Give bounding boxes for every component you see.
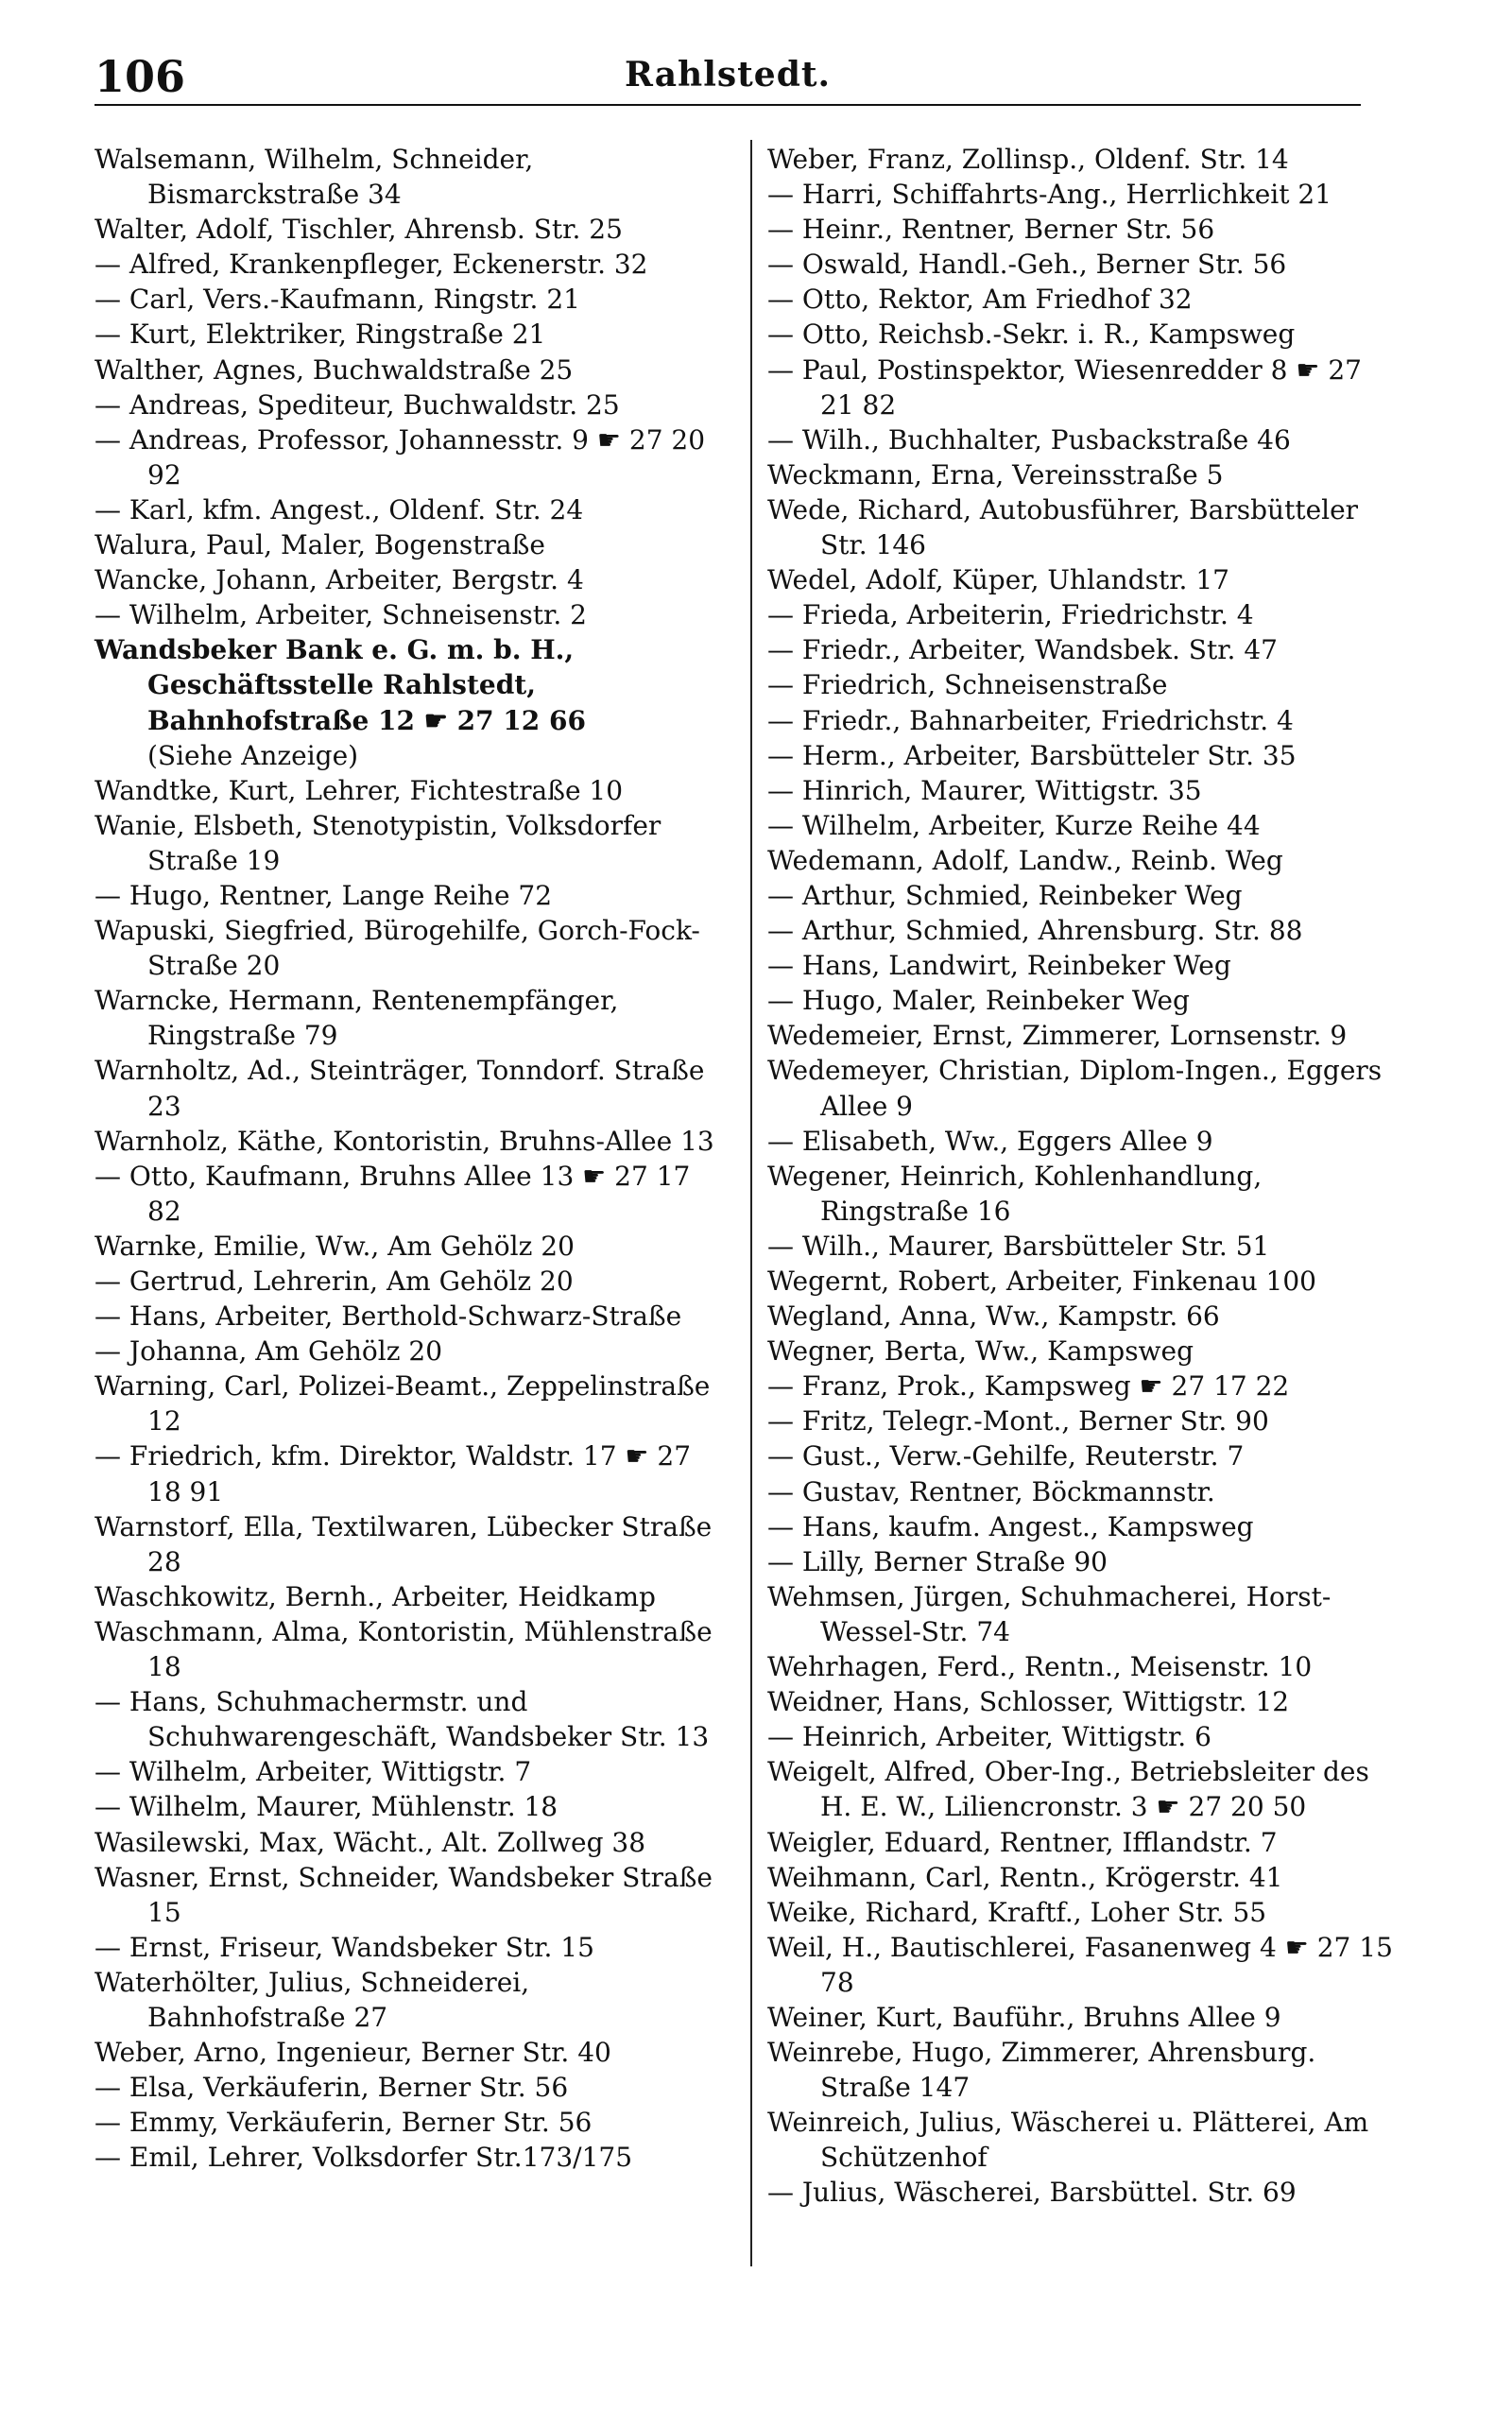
directory-entry: Wapuski, Siegfried, Bürogehilfe, Gorch-Fock-Straße 20 bbox=[94, 915, 700, 982]
directory-entry: — Paul, Postinspektor, Wiesenredder 8 ☛ 27 21 82 bbox=[767, 353, 1362, 421]
page-header bbox=[94, 47, 1361, 106]
directory-entry: — Wilh., Buchhalter, Pusbackstraße 46 bbox=[767, 423, 1291, 456]
directory-entry: Wedemann, Adolf, Landw., Reinb. Weg bbox=[767, 844, 1283, 876]
directory-entry: — Herm., Arbeiter, Barsbütteler Str. 35 bbox=[767, 739, 1297, 771]
directory-entry: Wegernt, Robert, Arbeiter, Finkenau 100 bbox=[767, 1266, 1316, 1297]
directory-entry: — Heinrich, Arbeiter, Wittigstr. 6 bbox=[767, 1721, 1211, 1753]
directory-entry: — Wilhelm, Arbeiter, Schneisenstr. 2 bbox=[94, 599, 587, 631]
directory-entry: Weckmann, Erna, Vereinsstraße 5 bbox=[767, 458, 1224, 491]
column-divider bbox=[750, 140, 752, 2266]
directory-entry: Walter, Adolf, Tischler, Ahrensb. Str. 25 bbox=[94, 214, 623, 246]
directory-entry: — Hugo, Rentner, Lange Reihe 72 bbox=[94, 879, 553, 911]
directory-entry: — Otto, Rektor, Am Friedhof 32 bbox=[767, 284, 1193, 316]
directory-entry: — Julius, Wäscherei, Barsbüttel. Str. 69 bbox=[767, 2177, 1297, 2209]
directory-entry: Warning, Carl, Polizei-Beamt., Zeppelinstraße 12 bbox=[94, 1370, 711, 1438]
directory-entry: — Elsa, Verkäuferin, Berner Str. 56 bbox=[94, 2072, 569, 2104]
directory-entry: Wegner, Berta, Ww., Kampsweg bbox=[767, 1335, 1194, 1368]
directory-entry: — Friedrich, kfm. Direktor, Waldstr. 17 ☛ 27 18 91 bbox=[94, 1440, 692, 1507]
directory-entry: — Andreas, Professor, Johannesstr. 9 ☛ 27 20 92 bbox=[94, 423, 706, 491]
directory-entry: — Lilly, Berner Straße 90 bbox=[767, 1545, 1108, 1577]
directory-entry: — Emmy, Verkäuferin, Berner Str. 56 bbox=[94, 2107, 593, 2139]
page-title: Rahlstedt. bbox=[624, 55, 832, 95]
directory-entry: — Hugo, Maler, Reinbeker Weg bbox=[767, 985, 1190, 1017]
directory-entry: — Gertrud, Lehrerin, Am Gehölz 20 bbox=[94, 1266, 574, 1297]
directory-entry: — Hans, kaufm. Angest., Kampsweg bbox=[767, 1510, 1254, 1542]
directory-entry: — Heinr., Rentner, Berner Str. 56 bbox=[767, 214, 1215, 246]
directory-entry: Wedemeier, Ernst, Zimmerer, Lornsenstr. 9 bbox=[767, 1020, 1348, 1052]
directory-entry: Weil, H., Bautischlerei, Fasanenweg 4 ☛ 27 15 78 bbox=[767, 1931, 1393, 1998]
directory-entry: — Hinrich, Maurer, Wittigstr. 35 bbox=[767, 774, 1202, 806]
directory-entry: Wedel, Adolf, Küper, Uhlandstr. 17 bbox=[767, 564, 1229, 596]
directory-entry: Wasilewski, Max, Wächt., Alt. Zollweg 38 bbox=[94, 1826, 646, 1858]
directory-entry: — Arthur, Schmied, Ahrensburg. Str. 88 bbox=[767, 915, 1303, 947]
directory-entry: — Andreas, Spediteur, Buchwaldstr. 25 bbox=[94, 388, 620, 421]
directory-entry: Wegener, Heinrich, Kohlenhandlung, Ringstraße 16 bbox=[767, 1160, 1263, 1227]
directory-entry: — Franz, Prok., Kampsweg ☛ 27 17 22 bbox=[767, 1370, 1290, 1403]
right-column bbox=[767, 142, 1396, 2211]
directory-entry: — Friedr., Bahnarbeiter, Friedrichstr. 4 bbox=[767, 704, 1294, 736]
directory-entry: Walura, Paul, Maler, Bogenstraße bbox=[94, 529, 545, 561]
directory-entry: Wehmsen, Jürgen, Schuhmacherei, Horst-Wessel-Str. 74 bbox=[767, 1580, 1332, 1647]
directory-entry: — Johanna, Am Gehölz 20 bbox=[94, 1335, 443, 1368]
directory-entry: Weiner, Kurt, Bauführ., Bruhns Allee 9 bbox=[767, 2001, 1281, 2033]
directory-entry: Wasner, Ernst, Schneider, Wandsbeker Straße 15 bbox=[94, 1861, 713, 1928]
directory-entry: — Otto, Kaufmann, Bruhns Allee 13 ☛ 27 17 82 bbox=[94, 1160, 691, 1227]
directory-entry: — Elisabeth, Ww., Eggers Allee 9 bbox=[767, 1125, 1213, 1157]
directory-entry: — Friedr., Arbeiter, Wandsbek. Str. 47 bbox=[767, 634, 1278, 666]
directory-entry: Waterhölter, Julius, Schneiderei, Bahnhofstraße 27 bbox=[94, 1966, 530, 2033]
directory-entry: Wedemeyer, Christian, Diplom-Ingen., Eggers Allee 9 bbox=[767, 1055, 1383, 1122]
directory-entry: Weike, Richard, Kraftf., Loher Str. 55 bbox=[767, 1896, 1267, 1928]
directory-entry: — Kurt, Elektriker, Ringstraße 21 bbox=[94, 319, 546, 351]
directory-entry: — Gust., Verw.-Gehilfe, Reuterstr. 7 bbox=[767, 1440, 1245, 1472]
directory-entry: Wegland, Anna, Ww., Kampstr. 66 bbox=[767, 1300, 1220, 1333]
directory-entry: Weigler, Eduard, Rentner, Ifflandstr. 7 bbox=[767, 1826, 1278, 1858]
directory-entry: Weber, Franz, Zollinsp., Oldenf. Str. 14 bbox=[767, 144, 1289, 175]
directory-entry: Walsemann, Wilhelm, Schneider, Bismarckstraße 34 bbox=[94, 144, 534, 211]
directory-entry: — Wilhelm, Maurer, Mühlenstr. 18 bbox=[94, 1791, 558, 1823]
directory-entry: Warncke, Hermann, Rentenempfänger, Ringstraße 79 bbox=[94, 985, 619, 1052]
directory-entry: Waschkowitz, Bernh., Arbeiter, Heidkamp bbox=[94, 1580, 656, 1612]
directory-entry: — Friedrich, Schneisenstraße bbox=[767, 669, 1168, 701]
directory-entry: Weinreich, Julius, Wäscherei u. Plätterei, Am Schützenhof bbox=[767, 2107, 1369, 2174]
directory-entry: — Emil, Lehrer, Volksdorfer Str.173/175 bbox=[94, 2142, 633, 2174]
directory-entry: Wehrhagen, Ferd., Rentn., Meisenstr. 10 bbox=[767, 1651, 1313, 1683]
directory-entry: — Wilhelm, Arbeiter, Wittigstr. 7 bbox=[94, 1756, 532, 1788]
directory-entry: — Wilhelm, Arbeiter, Kurze Reihe 44 bbox=[767, 809, 1261, 841]
directory-entry: Walther, Agnes, Buchwaldstraße 25 bbox=[94, 353, 574, 386]
directory-entry: — Carl, Vers.-Kaufmann, Ringstr. 21 bbox=[94, 284, 580, 316]
directory-entry: Wanie, Elsbeth, Stenotypistin, Volksdorfer Straße 19 bbox=[94, 809, 662, 876]
directory-entry: — Otto, Reichsb.-Sekr. i. R., Kampsweg bbox=[767, 319, 1296, 351]
directory-entry: Wandsbeker Bank e. G. m. b. H., Geschäftsstelle Rahlstedt, Bahnhofstraße 12 ☛ 27 12 66 bbox=[94, 634, 586, 736]
directory-entry: Warnholtz, Ad., Steinträger, Tonndorf. Straße 23 bbox=[94, 1055, 705, 1122]
directory-entry: Weinrebe, Hugo, Zimmerer, Ahrensburg. Straße 147 bbox=[767, 2037, 1316, 2104]
directory-entry: Weidner, Hans, Schlosser, Wittigstr. 12 bbox=[767, 1686, 1290, 1718]
directory-entry: — Harri, Schiffahrts-Ang., Herrlichkeit 21 bbox=[767, 179, 1332, 211]
directory-entry: Warnstorf, Ella, Textilwaren, Lübecker Straße 28 bbox=[94, 1510, 713, 1577]
left-column bbox=[94, 142, 723, 2175]
directory-entry: — Arthur, Schmied, Reinbeker Weg bbox=[767, 879, 1243, 911]
directory-entry: — Wilh., Maurer, Barsbütteler Str. 51 bbox=[767, 1230, 1270, 1262]
directory-entry: — Ernst, Friseur, Wandsbeker Str. 15 bbox=[94, 1931, 594, 1963]
directory-entry: Weihmann, Carl, Rentn., Krögerstr. 41 bbox=[767, 1861, 1283, 1893]
directory-entry: — Hans, Arbeiter, Berthold-Schwarz-Straße bbox=[94, 1300, 682, 1333]
directory-entry: — Hans, Schuhmachermstr. und Schuhwarengeschäft, Wandsbeker Str. 13 bbox=[94, 1686, 710, 1753]
directory-entry: — Gustav, Rentner, Böckmannstr. bbox=[767, 1475, 1215, 1507]
page-number: 106 bbox=[94, 51, 186, 102]
directory-entry: Weber, Arno, Ingenieur, Berner Str. 40 bbox=[94, 2037, 611, 2069]
directory-entry: — Oswald, Handl.-Geh., Berner Str. 56 bbox=[767, 249, 1287, 281]
directory-entry: — Fritz, Telegr.-Mont., Berner Str. 90 bbox=[767, 1405, 1269, 1438]
directory-entry: Wancke, Johann, Arbeiter, Bergstr. 4 bbox=[94, 564, 584, 596]
directory-entry: — Karl, kfm. Angest., Oldenf. Str. 24 bbox=[94, 493, 584, 525]
directory-entry: Warnholz, Käthe, Kontoristin, Bruhns-Allee 13 bbox=[94, 1125, 714, 1157]
directory-entry: — Hans, Landwirt, Reinbeker Weg bbox=[767, 950, 1231, 982]
directory-entry: — Frieda, Arbeiterin, Friedrichstr. 4 bbox=[767, 599, 1254, 631]
directory-entry: Warnke, Emilie, Ww., Am Gehölz 20 bbox=[94, 1230, 575, 1262]
directory-entry: — Alfred, Krankenpfleger, Eckenerstr. 32 bbox=[94, 249, 648, 281]
directory-entry: Waschmann, Alma, Kontoristin, Mühlenstraße 18 bbox=[94, 1615, 713, 1683]
directory-entry: Weigelt, Alfred, Ober-Ing., Betriebsleiter des H. E. W., Liliencronstr. 3 ☛ 27 20 50 bbox=[767, 1756, 1369, 1823]
directory-entry: Wede, Richard, Autobusführer, Barsbütteler Str. 146 bbox=[767, 493, 1359, 561]
directory-entry: (Siehe Anzeige) bbox=[147, 739, 359, 771]
directory-entry: Wandtke, Kurt, Lehrer, Fichtestraße 10 bbox=[94, 774, 624, 806]
